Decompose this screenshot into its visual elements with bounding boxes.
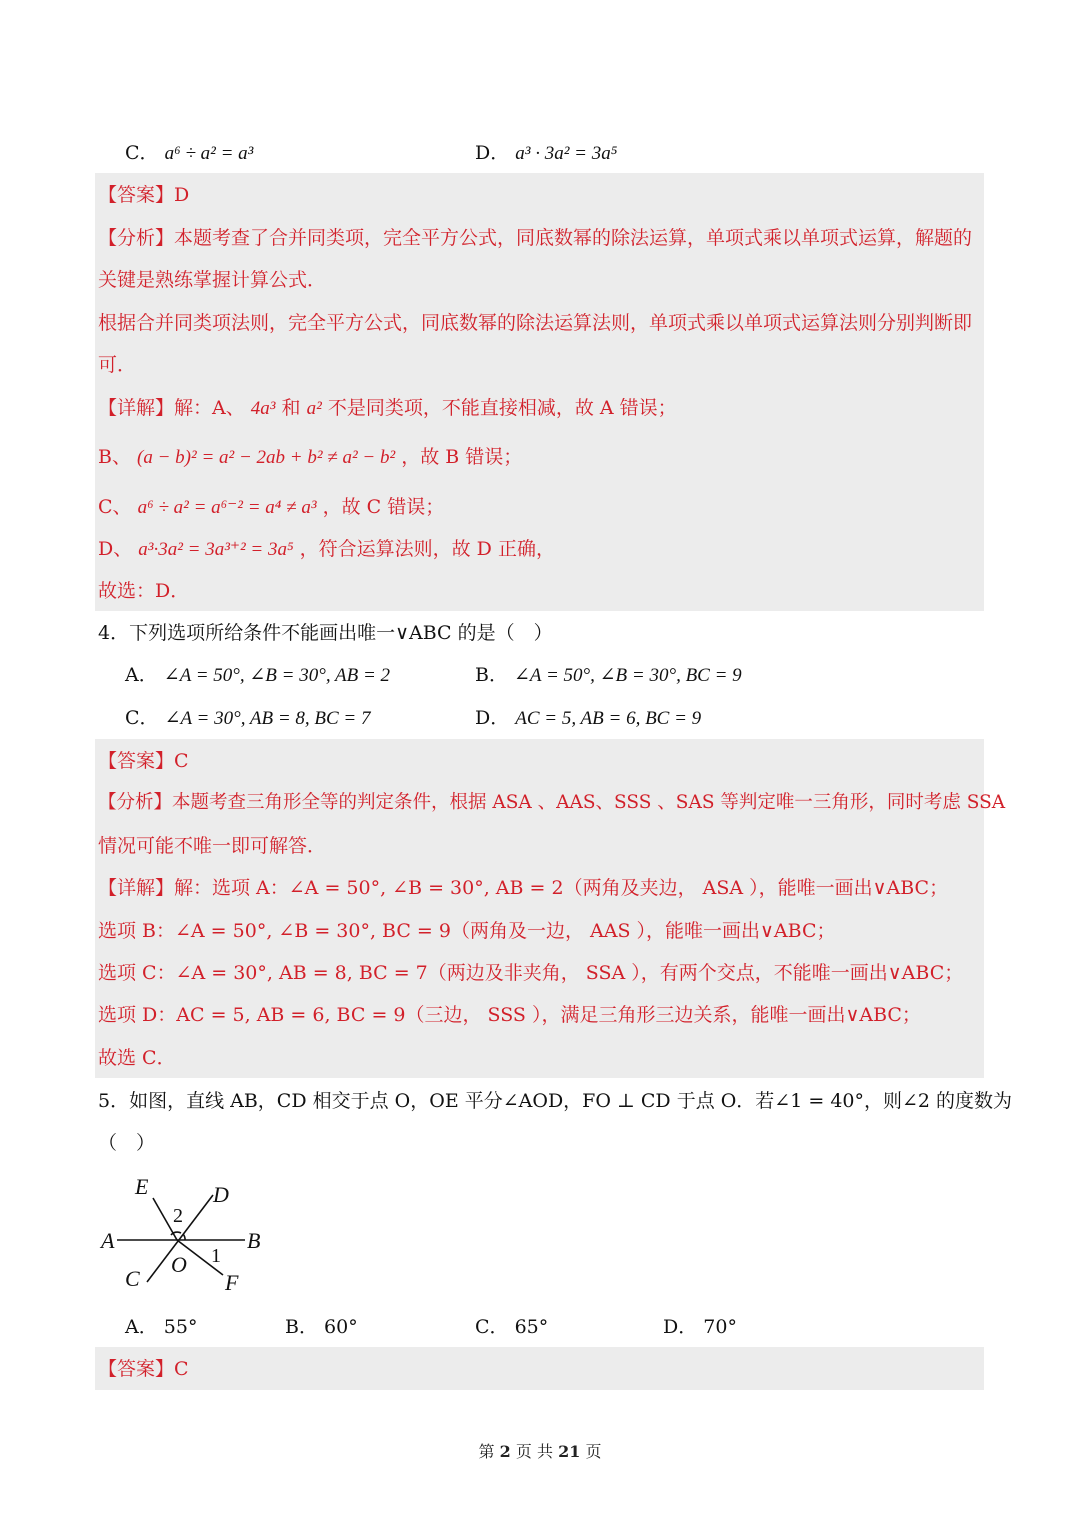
label-e: E [135,1174,149,1199]
page-footer [0,1441,1080,1463]
analysis-line: 【分析】本题考查三角形全等的判定条件，根据 ASA 、AAS、SSS 、SAS 等判定唯一三角形，同时考虑 SSA [98,792,1006,813]
detail-line-d [98,537,555,562]
footer-prefix: 第 [478,1442,495,1461]
option-label: C． [475,1316,509,1338]
detail-prefix: B、 [98,446,131,468]
label-d: D [213,1182,229,1207]
option-expression: ∠A = 50°, ∠B = 30°, BC = 9 [514,665,742,686]
option-label: D． [663,1316,698,1338]
detail-expression: a⁶ ÷ a² = a⁶⁻² = a⁴ ≠ a³ [137,497,317,518]
q5-option-c [475,1315,548,1339]
analysis-line: 【分析】本题考查了合并同类项，完全平方公式，同底数幂的除法运算，单项式乘以单项式运算，解题的 [98,227,973,249]
detail-line-c: 选项 C：∠A = 30°, AB = 8, BC = 7（两边及非夹角， SSA ），有两个交点，不能唯一画出∨ABC； [98,962,964,984]
q5-stem-paren: （ ） [98,1132,156,1154]
q4-option-d [475,706,701,731]
q5-figure [95,1170,275,1300]
q5-option-d [663,1315,737,1339]
answer-line: 【答案】D [98,184,190,206]
detail-line-d: 选项 D：AC = 5, AB = 6, BC = 9（三边， SSS ），满足三角形三边关系，能唯一画出∨ABC； [98,1004,921,1026]
option-label: D． [475,707,510,729]
q5-solution-box [95,1347,984,1390]
option-value: 70° [703,1316,737,1338]
footer-total-pages: 21 [558,1442,581,1461]
detail-prefix: D、 [98,538,133,560]
option-expression: ∠A = 50°, ∠B = 30°, AB = 2 [163,665,391,686]
q4-option-a [125,663,390,688]
option-label: D． [475,142,510,164]
option-expression: ∠A = 30°, AB = 8, BC = 7 [164,708,371,729]
analysis-line: 关键是熟练掌握计算公式． [98,269,327,291]
label-f: F [225,1270,239,1295]
q5-stem: 5．如图，直线 AB，CD 相交于点 O，OE 平分∠AOD，FO ⊥ CD 于点 O．若∠1 = 40°，则∠2 的度数为 [98,1090,1013,1112]
label-a: A [101,1228,115,1253]
detail-text: 不是同类项，不能直接相减，故 A 错误； [327,397,677,419]
option-label: C． [125,142,159,164]
option-value: 65° [514,1316,549,1338]
detail-line-a: 【详解】解：选项 A：∠A = 50°, ∠B = 30°, AB = 2（两角及夹边， ASA ），能唯一画出∨ABC； [98,877,949,899]
q5-option-b [285,1315,358,1339]
option-expression: a⁶ ÷ a² = a³ [164,143,254,164]
detail-text: ，符合运算法则，故 D 正确， [299,538,555,560]
option-label: C． [125,707,159,729]
q3-option-d [475,141,617,166]
q5-answer-line: 【答案】C [98,1358,189,1380]
detail-text: ，故 C 错误； [322,496,445,518]
detail-text: 和 [281,397,301,419]
detail-line-a [98,396,677,421]
option-value: 60° [324,1316,358,1338]
footer-middle: 页 共 [515,1442,553,1461]
answer-line: 【答案】C [98,750,189,772]
q3-option-c [125,141,253,166]
label-o: O [171,1252,187,1277]
option-label: A． [125,664,158,686]
q4-stem: 4．下列选项所给条件不能画出唯一∨ABC 的是（ ） [98,622,553,644]
detail-expression: (a − b)² = a² − 2ab + b² ≠ a² − b² [137,447,396,468]
detail-prefix: 【详解】解：A、 [98,397,245,419]
footer-suffix: 页 [585,1442,602,1461]
q4-option-b [475,663,742,688]
detail-expression: 4a³ [250,398,276,419]
footer-page-number: 2 [499,1442,511,1461]
detail-line-b: 选项 B：∠A = 50°, ∠B = 30°, BC = 9（两角及一边， AAS ），能唯一画出∨ABC； [98,920,836,942]
q4-solution-box [95,739,984,1078]
analysis-line: 可． [98,354,137,376]
detail-text: ，故 B 错误； [401,446,523,468]
q5-option-a [125,1315,197,1339]
detail-line-b [98,445,522,470]
detail-expression: a² [306,398,322,419]
detail-line-c [98,495,444,520]
option-label: A． [125,1316,158,1338]
conclusion-line: 故选：D． [98,580,190,602]
option-expression: AC = 5, AB = 6, BC = 9 [515,708,702,729]
label-angle-2: 2 [173,1205,183,1227]
label-angle-1: 1 [211,1245,221,1267]
conclusion-line: 故选 C． [98,1047,176,1069]
option-label: B． [475,664,508,686]
detail-expression: a³·3a² = 3a³⁺² = 3a⁵ [138,539,294,560]
option-label: B． [285,1316,318,1338]
q4-option-c [125,706,371,731]
angle-arc [183,1234,185,1240]
detail-prefix: C、 [98,496,132,518]
option-value: 55° [163,1316,198,1338]
option-expression: a³ · 3a² = 3a⁵ [515,143,618,164]
analysis-line: 根据合并同类项法则，完全平方公式，同底数幂的除法运算法则，单项式乘以单项式运算法则分别判断即 [98,312,973,334]
analysis-line: 情况可能不唯一即可解答． [98,835,327,857]
label-b: B [247,1228,261,1253]
label-c: C [125,1266,140,1291]
